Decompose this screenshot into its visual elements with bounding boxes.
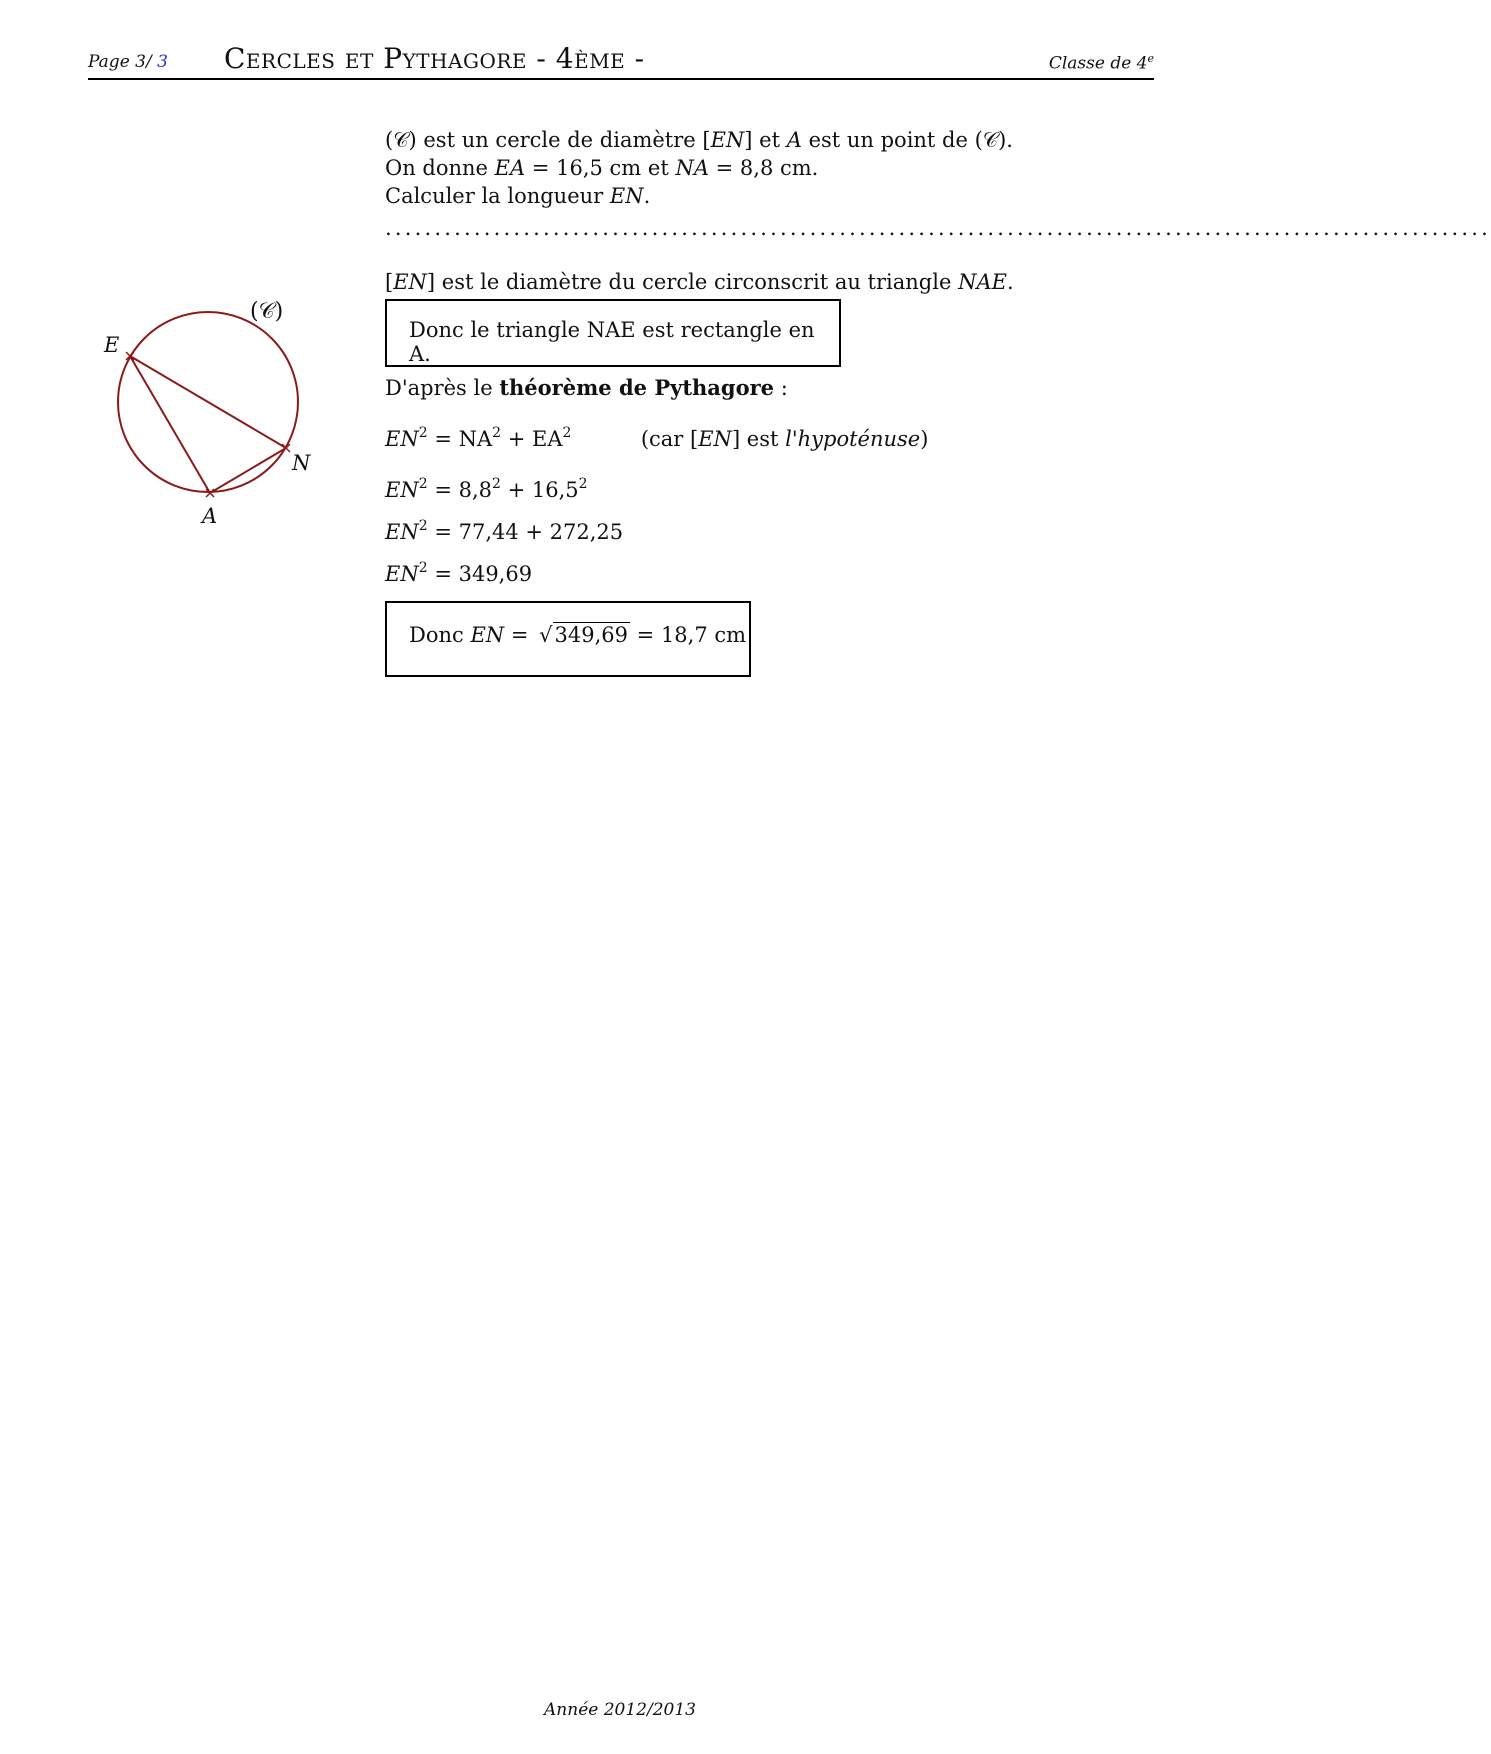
segment-ea [130,356,210,493]
pythagore-intro: D'après le théorème de Pythagore : [385,375,788,400]
exercise-statement [385,126,1491,242]
conclusion-box-right-triangle: Donc le triangle NAE est rectangle en A. [385,299,841,367]
label-a: A [202,504,218,528]
page-footer: Année 2012/2013 [544,1700,696,1720]
conclusion-box-result: Donc EN = √349,69 = 18,7 cm [385,601,751,677]
circle-diagram [90,290,330,540]
page-title: Cercles et Pythagore - 4ème - [224,42,645,75]
diameter-statement: [EN] est le diamètre du cercle circonscrit au triangle NAE. [385,270,1014,294]
dotted-separator: ................................................................................................................ [385,216,1491,240]
equation-3: $EN^2 = 77,44 + 272,25$ [385,518,624,544]
statement-line-3: Calculer la longueur EN. [385,184,651,208]
segment-en [130,356,286,448]
point-a-marker [206,489,214,497]
label-e: E [104,333,120,357]
point-markers [126,352,290,497]
statement-line-1: (𝒞) est un cercle de diamètre [EN] et A est un point de (𝒞). [385,128,1013,152]
equation-2: $EN^2 = 8,8^2 + 16,5^2$ [385,476,588,502]
square-root: √349,69 [539,623,628,647]
circle-figure [90,290,330,544]
page-total-link[interactable]: 3 [157,52,168,72]
class-label: Classe de 4e [1048,52,1154,74]
equation-4: $EN^2 = 349,69$ [385,560,533,586]
statement-line-2: On donne EA = 16,5 cm et NA = 8,8 cm. [385,156,819,180]
equation-1: $EN^2 = NA^2 + EA^2$ (car [EN] est l'hypoténuse) [385,425,929,451]
page-number: Page 3/ 3 [88,52,168,72]
label-circle-c: (𝒞) [250,299,284,324]
segment-na [210,448,286,493]
label-n: N [292,451,311,475]
page-header [88,40,1154,80]
